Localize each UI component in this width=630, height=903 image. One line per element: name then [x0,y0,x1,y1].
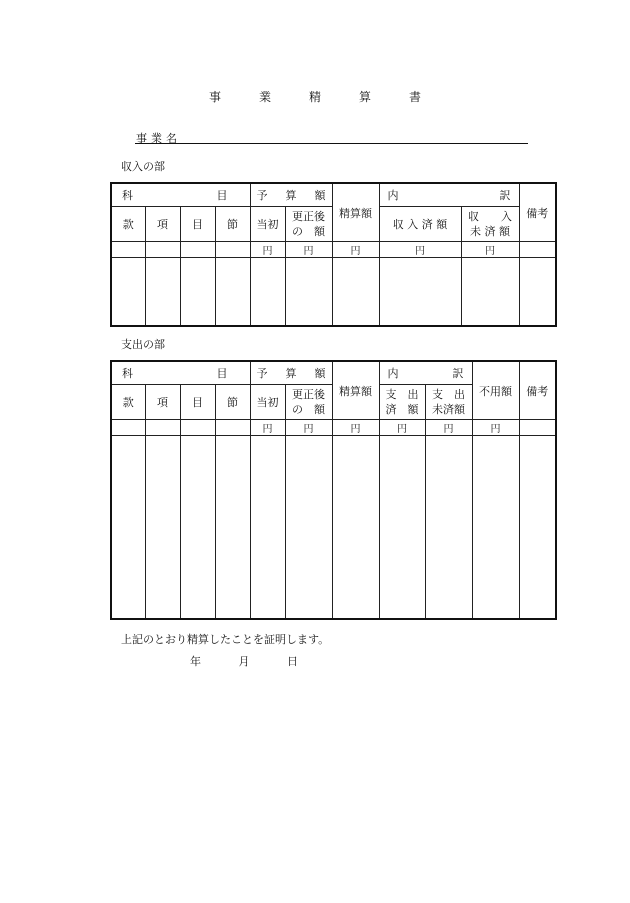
income-header-uchiwake: 内 訳 [379,183,519,207]
date-line [190,653,332,669]
income-table [110,182,557,327]
expense-cell-moku [180,420,215,436]
income-cell-kan [111,242,145,258]
expense-header-moku: 目 [180,385,215,420]
income-header-kamoku: 科 目 [111,183,250,207]
expense-table [110,360,557,620]
expense-header-setsu: 節 [215,385,250,420]
date-day: 日 [287,655,298,668]
income-body-cell [332,258,379,326]
expense-section-label: 支出の部 [121,338,165,351]
date-year: 年 [190,655,201,668]
date-month: 月 [238,655,250,668]
income-cell-setsu [215,242,250,258]
expense-header-mi: 支 出 未済額 [425,385,472,420]
expense-header-kamoku: 科 目 [111,361,250,385]
expense-body-cell [285,436,332,619]
expense-cell-kou [145,420,180,436]
expense-body-cell [111,436,145,619]
document-title: 事業精算書 [208,90,459,104]
income-cell-kou [145,242,180,258]
income-section-label: 収入の部 [121,160,165,173]
income-header-biko: 備考 [519,183,556,242]
income-unit-shunyu-sumi: 円 [379,242,461,258]
income-header-mi: 収 入 未 済 額 [461,207,519,242]
income-header-tousho: 当初 [250,207,285,242]
expense-unit-mi: 円 [425,420,472,436]
expense-unit-shishutsu-sumi: 円 [379,420,425,436]
income-body-cell [111,258,145,326]
expense-unit-seisan: 円 [332,420,379,436]
income-header-kan: 款 [111,207,145,242]
income-header-seisan: 精算額 [332,183,379,242]
expense-body-cell [250,436,285,619]
income-header-setsu: 節 [215,207,250,242]
project-name-label: 事業名 [136,132,181,145]
income-header-shunyu-sumi: 収 入 済 額 [379,207,461,242]
expense-body-cell [145,436,180,619]
expense-body-cell [472,436,519,619]
expense-unit-tousho: 円 [250,420,285,436]
expense-header-kou: 項 [145,385,180,420]
income-cell-moku [180,242,215,258]
income-unit-seisan: 円 [332,242,379,258]
expense-cell-kan [111,420,145,436]
certification-text: 上記のとおり精算したことを証明します。 [121,633,330,646]
income-body-cell [461,258,519,326]
income-body-cell [285,258,332,326]
expense-header-kousei: 更正後 の 額 [285,385,332,420]
income-body-cell [145,258,180,326]
income-cell-biko [519,242,556,258]
income-unit-mi: 円 [461,242,519,258]
expense-cell-setsu [215,420,250,436]
income-unit-kousei: 円 [285,242,332,258]
income-body-cell [180,258,215,326]
expense-header-kan: 款 [111,385,145,420]
expense-header-shishutsu-sumi: 支 出 済 額 [379,385,425,420]
expense-header-biko: 備考 [519,361,556,420]
expense-header-tousho: 当初 [250,385,285,420]
income-header-moku: 目 [180,207,215,242]
income-body-cell [379,258,461,326]
income-unit-tousho: 円 [250,242,285,258]
expense-body-cell [215,436,250,619]
expense-unit-fuyou: 円 [472,420,519,436]
expense-body-cell [332,436,379,619]
income-body-cell [519,258,556,326]
expense-header-yosan: 予 算 額 [250,361,332,385]
expense-header-fuyou: 不用額 [472,361,519,420]
expense-cell-biko [519,420,556,436]
income-header-kou: 項 [145,207,180,242]
project-name-line [135,143,528,144]
income-header-kousei: 更正後 の 額 [285,207,332,242]
expense-header-uchiwake: 内 訳 [379,361,472,385]
income-body-cell [250,258,285,326]
expense-body-cell [379,436,425,619]
expense-body-cell [180,436,215,619]
income-body-cell [215,258,250,326]
expense-body-cell [519,436,556,619]
expense-unit-kousei: 円 [285,420,332,436]
expense-body-cell [425,436,472,619]
expense-header-seisan: 精算額 [332,361,379,420]
income-header-yosan: 予 算 額 [250,183,332,207]
